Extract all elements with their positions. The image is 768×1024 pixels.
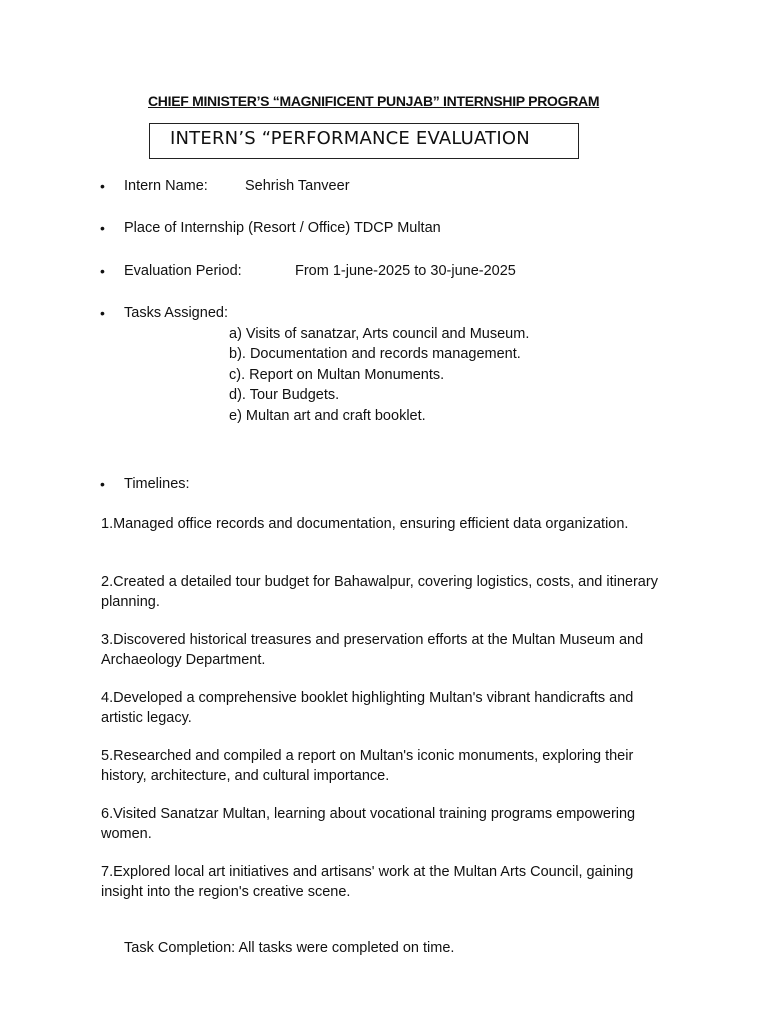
evaluation-period-label: Evaluation Period: [124, 263, 242, 279]
task-item: e) Multan art and craft booklet. [229, 408, 426, 424]
subtitle: INTERN’S “PERFORMANCE EVALUATION [170, 128, 530, 149]
task-item: c). Report on Multan Monuments. [229, 367, 445, 383]
timeline-item: 2.Created a detailed tour budget for Bahawalpur, covering logistics, costs, and itinerary planning. [101, 574, 658, 610]
task-item: b). Documentation and records management. [229, 346, 521, 362]
task-item: a) Visits of sanatzar, Arts council and Museum. [229, 326, 530, 342]
bullet-icon: • [100, 305, 105, 321]
task-item: d). Tour Budgets. [229, 387, 340, 403]
document-title: CHIEF MINISTER’S “MAGNIFICENT PUNJAB” INTERNSHIP PROGRAM [148, 93, 600, 109]
timeline-item: 5.Researched and compiled a report on Multan's iconic monuments, exploring their history, architecture, and cultural importance. [101, 748, 634, 784]
tasks-label: Tasks Assigned: [124, 305, 228, 321]
timeline-item: 3.Discovered historical treasures and preservation efforts at the Multan Museum and Archaeology Department. [101, 632, 644, 668]
bullet-icon: • [100, 476, 105, 492]
bullet-icon: • [100, 220, 105, 236]
intern-name-label: Intern Name: [124, 178, 208, 194]
timeline-item: 4.Developed a comprehensive booklet highlighting Multan's vibrant handicrafts and artistic legacy. [101, 690, 634, 726]
bullet-icon: • [100, 178, 105, 194]
task-completion: Task Completion: All tasks were completed on time. [124, 940, 455, 956]
timeline-item: 7.Explored local art initiatives and artisans' work at the Multan Arts Council, gaining insight into the region's creative scene. [101, 864, 634, 900]
evaluation-period-value: From 1-june-2025 to 30-june-2025 [295, 263, 516, 279]
timeline-item: 1.Managed office records and documentation, ensuring efficient data organization. [101, 516, 629, 532]
timelines-label: Timelines: [124, 476, 190, 492]
place-of-internship: Place of Internship (Resort / Office) TDCP Multan [124, 220, 441, 236]
timeline-item: 6.Visited Sanatzar Multan, learning about vocational training programs empowering women. [101, 806, 636, 842]
intern-name-value: Sehrish Tanveer [245, 178, 350, 194]
bullet-icon: • [100, 263, 105, 279]
